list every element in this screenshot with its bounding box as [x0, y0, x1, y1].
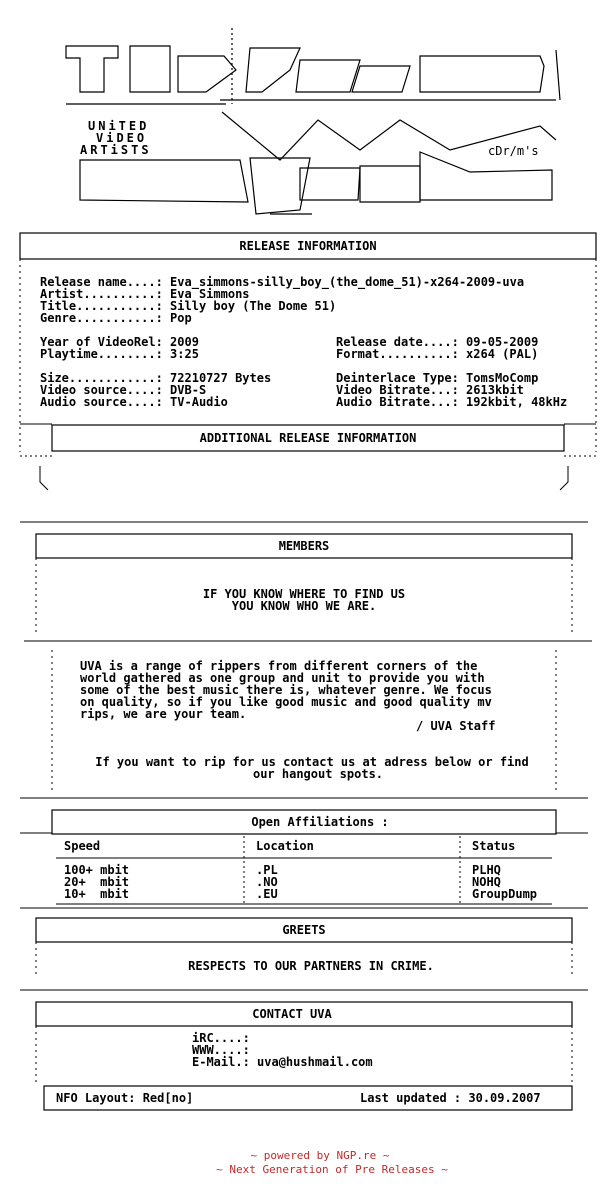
affil-row-3-location: .EU [256, 887, 278, 901]
affil-row-2-speed: 20+ mbit [64, 875, 130, 889]
artist: Artist..........: Eva Simmons [40, 287, 250, 301]
title: Title...........: Silly boy (The Dome 51) [40, 299, 337, 313]
col-status-header: Status [472, 839, 516, 853]
members-tagline-1: IF YOU KNOW WHERE TO FIND US [202, 587, 406, 601]
release-info-heading: RELEASE INFORMATION [239, 239, 377, 253]
members-para-2: world gathered as one group and unit to provide you with [80, 671, 485, 685]
video-bitrate: Video Bitrate...: 2613kbit [336, 383, 524, 397]
logo-credit: cDr/m's [488, 144, 539, 158]
last-updated: Last updated : 30.09.2007 [360, 1091, 541, 1105]
members-contact-2: our hangout spots. [252, 767, 384, 781]
affil-row-3-speed: 10+ mbit [64, 887, 130, 901]
footer-powered-by: ~ powered by NGP.re ~ [250, 1149, 390, 1162]
members-signature: / UVA Staff [416, 719, 496, 733]
additional-heading: ADDITIONAL RELEASE INFORMATION [199, 431, 417, 445]
contact-www: WWW....: [192, 1043, 250, 1057]
logo-group-line-1: UNiTED [88, 119, 150, 133]
playtime: Playtime........: 3:25 [40, 347, 199, 361]
affiliations-heading: Open Affiliations : [251, 815, 389, 829]
members-para-1: UVA is a range of rippers from different corners of the [80, 659, 478, 673]
affil-row-3-status: GroupDump [472, 887, 538, 901]
members-contact-1: If you want to rip for us contact us at adress below or find [95, 755, 529, 769]
members-para-5: rips, we are your team. [80, 707, 247, 721]
format: Format..........: x264 (PAL) [336, 347, 539, 361]
affil-row-1-status: PLHQ [472, 863, 501, 877]
logo-group-line-3: ARTiSTS [80, 143, 152, 157]
nfo-layout-credit: NFO Layout: Red[no] [56, 1091, 194, 1105]
release-name: Release name....: Eva_simmons-silly_boy_(the_dome_51)-x264-2009-uva [40, 275, 525, 289]
members-para-4: on quality, so if you like good music and good quality mv [80, 695, 492, 709]
deinterlace: Deinterlace Type: TomsMoComp [336, 371, 539, 385]
contact-email: E-Mail.: uva@hushmail.com [192, 1055, 373, 1069]
greets-text: RESPECTS TO OUR PARTNERS IN CRIME. [188, 959, 434, 973]
greets-heading: GREETS [282, 923, 326, 937]
affil-row-2-location: .NO [256, 875, 278, 889]
size: Size............: 72210727 Bytes [40, 371, 272, 385]
logo-group-line-2: ViDEO [96, 131, 148, 145]
members-heading: MEMBERS [278, 539, 330, 553]
col-speed-header: Speed [64, 839, 101, 853]
members-tagline-2: YOU KNOW WHO WE ARE. [231, 599, 377, 613]
audio-bitrate: Audio Bitrate...: 192kbit, 48kHz [336, 395, 568, 409]
contact-heading: CONTACT UVA [252, 1007, 332, 1021]
genre: Genre...........: Pop [40, 311, 192, 325]
audio-source: Audio source....: TV-Audio [40, 395, 228, 409]
contact-irc: iRC....: [192, 1031, 250, 1045]
members-para-3: some of the best music there is, whatever genre. We focus [80, 683, 492, 697]
affil-row-2-status: NOHQ [472, 875, 501, 889]
affil-row-1-location: .PL [256, 863, 278, 877]
video-source: Video source....: DVB-S [40, 383, 207, 397]
year: Year of VideoRel: 2009 [40, 335, 199, 349]
footer-tagline: ~ Next Generation of Pre Releases ~ [216, 1163, 448, 1176]
affil-row-1-speed: 100+ mbit [64, 863, 130, 877]
col-location-header: Location [256, 839, 314, 853]
release-date: Release date....: 09-05-2009 [336, 335, 539, 349]
